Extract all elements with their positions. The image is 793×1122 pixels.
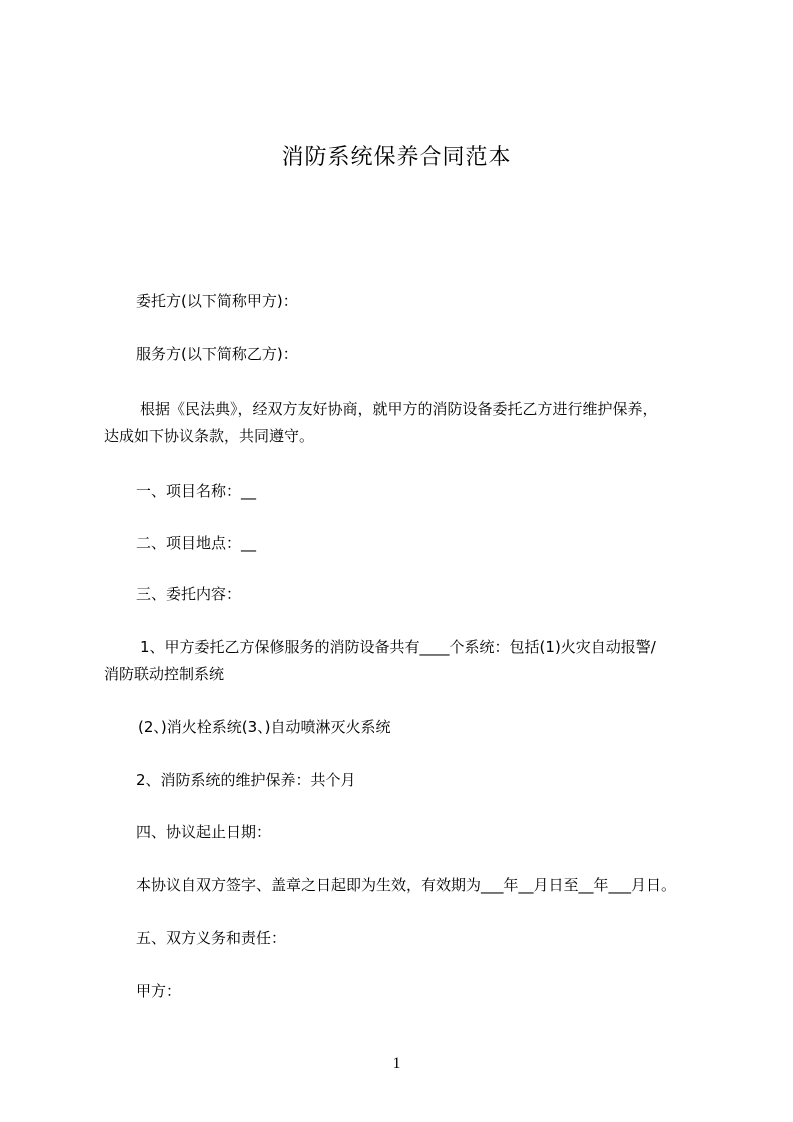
item-1-continuation: (2、)消火栓系统(3、)自动喷淋灭火系统 [138,718,391,736]
section-project-name: 一、项目名称：__ [136,482,257,500]
item-2: 2、消防系统的维护保养：共个月 [136,771,356,789]
party-b-line: 服务方(以下简称乙方)： [136,345,298,363]
item-1-line-1: 1、甲方委托乙方保修服务的消防设备共有____个系统：包括(1)火灾自动报警/ [140,638,656,656]
document-title: 消防系统保养合同范本 [281,145,512,170]
preamble-line-2: 达成如下协议条款，共同遵守。 [104,427,315,445]
section-obligations: 五、双方义务和责任： [136,929,287,947]
preamble-line-1: 根据《民法典》，经双方友好协商，就甲方的消防设备委托乙方进行维护保养， [140,400,658,418]
section-project-location: 二、项目地点：__ [136,534,257,552]
section-agreement-period: 四、协议起止日期： [136,823,272,841]
term-text: 本协议自双方签字、盖章之日起即为生效，有效期为___年__月日至__年___月日。 [136,876,677,894]
section-commission-content: 三、委托内容： [136,585,242,603]
party-a-line: 委托方(以下简称甲方)： [136,292,298,310]
item-1-line-2: 消防联动控制系统 [104,665,225,683]
party-a-label: 甲方： [136,982,182,1000]
page-number: 1 [392,1055,401,1072]
